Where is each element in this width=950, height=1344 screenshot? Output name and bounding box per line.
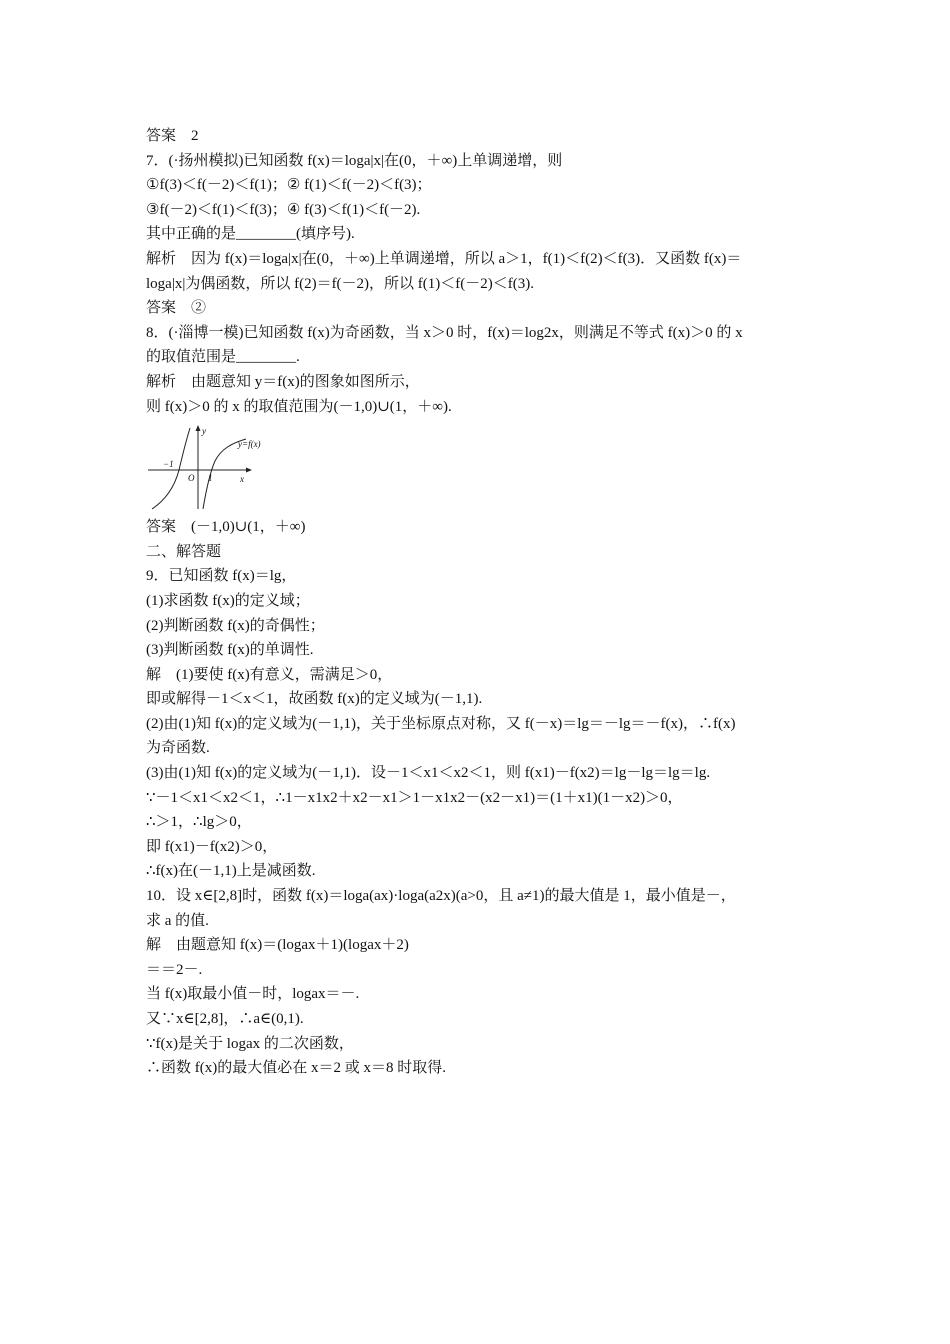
question-8-line-2: 的取值范围是________. xyxy=(146,349,300,366)
solution-10-line-2: ＝＝2－. xyxy=(146,961,203,978)
solution-10-line-5: ∵f(x)是关于 logax 的二次函数， xyxy=(146,1035,354,1052)
text-block-b xyxy=(146,515,811,1081)
solution-10-line-1: 解 由题意知 f(x)＝(logax＋1)(logax＋2) xyxy=(146,937,409,954)
answer-6: 答案 2 xyxy=(146,128,199,144)
question-7-options-1-2: ①f(3)＜f(－2)＜f(1)；② f(1)＜f(－2)＜f(3)； xyxy=(146,177,432,194)
document-body xyxy=(146,124,811,1081)
solution-10-line-6: ∴函数 f(x)的最大值必在 x＝2 或 x＝8 时取得. xyxy=(146,1060,446,1077)
solution-9-line-6: ∵－1＜x1＜x2＜1，∴1－x1x2＋x2－x1＞1－x1x2－(x2－x1)＝(1＋x1)(1－x2)＞0， xyxy=(146,789,683,806)
answer-8: 答案 (－1,0)∪(1，＋∞) xyxy=(146,519,306,536)
question-7: 7．(·扬州模拟)已知函数 f(x)＝loga|x|在(0，＋∞)上单调递增，则 xyxy=(146,152,563,169)
question-9-part-3: (3)判断函数 f(x)的单调性. xyxy=(146,642,314,659)
curve-label: y=f(x) xyxy=(238,439,261,450)
analysis-8-line-2: 则 f(x)＞0 的 x 的取值范围为(－1,0)∪(1，＋∞). xyxy=(146,398,452,415)
x-axis-label: x xyxy=(240,474,244,485)
question-8-line-1: 8．(·淄博一模)已知函数 f(x)为奇函数，当 x＞0 时，f(x)＝log2x，则满足不等式 f(x)＞0 的 x xyxy=(146,324,743,341)
analysis-8-line-1: 解析 由题意知 y＝f(x)的图象如图所示， xyxy=(146,373,420,390)
question-7-options-3-4: ③f(－2)＜f(1)＜f(3)；④ f(3)＜f(1)＜f(－2). xyxy=(146,201,421,218)
solution-9-line-4: 为奇函数. xyxy=(146,740,210,757)
solution-10-line-3: 当 f(x)取最小值－时，logax＝－. xyxy=(146,986,360,1003)
y-axis-label: y xyxy=(202,426,206,437)
analysis-7-line-1: 解析 因为 f(x)＝loga|x|在(0，＋∞)上单调递增，所以 a＞1，f(1)＜f(2)＜f(3)．又函数 f(x)＝ xyxy=(146,250,742,267)
question-7-prompt: 其中正确的是________(填序号). xyxy=(146,226,355,243)
question-9-part-2: (2)判断函数 f(x)的奇偶性； xyxy=(146,617,325,634)
solution-9-line-3: (2)由(1)知 f(x)的定义域为(－1,1)，关于坐标原点对称，又 f(－x)＝lg＝－lg＝－f(x)，∴f(x) xyxy=(146,715,736,732)
solution-9-line-5: (3)由(1)知 f(x)的定义域为(－1,1)．设－1＜x1＜x2＜1，则 f(x1)－f(x2)＝lg－lg＝lg＝lg. xyxy=(146,765,711,782)
x-axis-arrow xyxy=(246,468,252,473)
tick-neg-label: −1 xyxy=(163,459,174,470)
y-axis-arrow xyxy=(196,425,201,431)
question-9: 9．已知函数 f(x)＝lg， xyxy=(146,568,297,585)
analysis-7-line-2: loga|x|为偶函数，所以 f(2)＝f(－2)，所以 f(1)＜f(－2)＜f(3). xyxy=(146,275,535,292)
solution-9-line-9: ∴f(x)在(－1,1)上是减函数. xyxy=(146,863,316,880)
section-heading: 二、解答题 xyxy=(146,543,222,560)
question-10-line-2: 求 a 的值. xyxy=(146,912,209,929)
tick-pos-label: 1 xyxy=(208,473,213,484)
solution-9-line-7: ∴＞1，∴lg＞0， xyxy=(146,814,252,831)
function-graph-figure xyxy=(146,423,266,511)
answer-7: 答案 ② xyxy=(146,300,207,317)
solution-9-line-8: 即 f(x1)－f(x2)＞0， xyxy=(146,838,278,855)
solution-9-line-2: 即或解得－1＜x＜1，故函数 f(x)的定义域为(－1,1). xyxy=(146,691,483,708)
text-block-a xyxy=(146,124,811,419)
origin-label: O xyxy=(188,473,195,484)
solution-10-line-4: 又∵x∈[2,8]，∴a∈(0,1). xyxy=(146,1011,304,1027)
question-10-line-1: 10．设 x∈[2,8]时，函数 f(x)＝loga(ax)·loga(a2x)(a>0，且 a≠1)的最大值是 1，最小值是－， xyxy=(146,888,736,905)
question-9-part-1: (1)求函数 f(x)的定义域； xyxy=(146,592,310,609)
solution-9-line-1: 解 (1)要使 f(x)有意义，需满足＞0， xyxy=(146,666,393,683)
